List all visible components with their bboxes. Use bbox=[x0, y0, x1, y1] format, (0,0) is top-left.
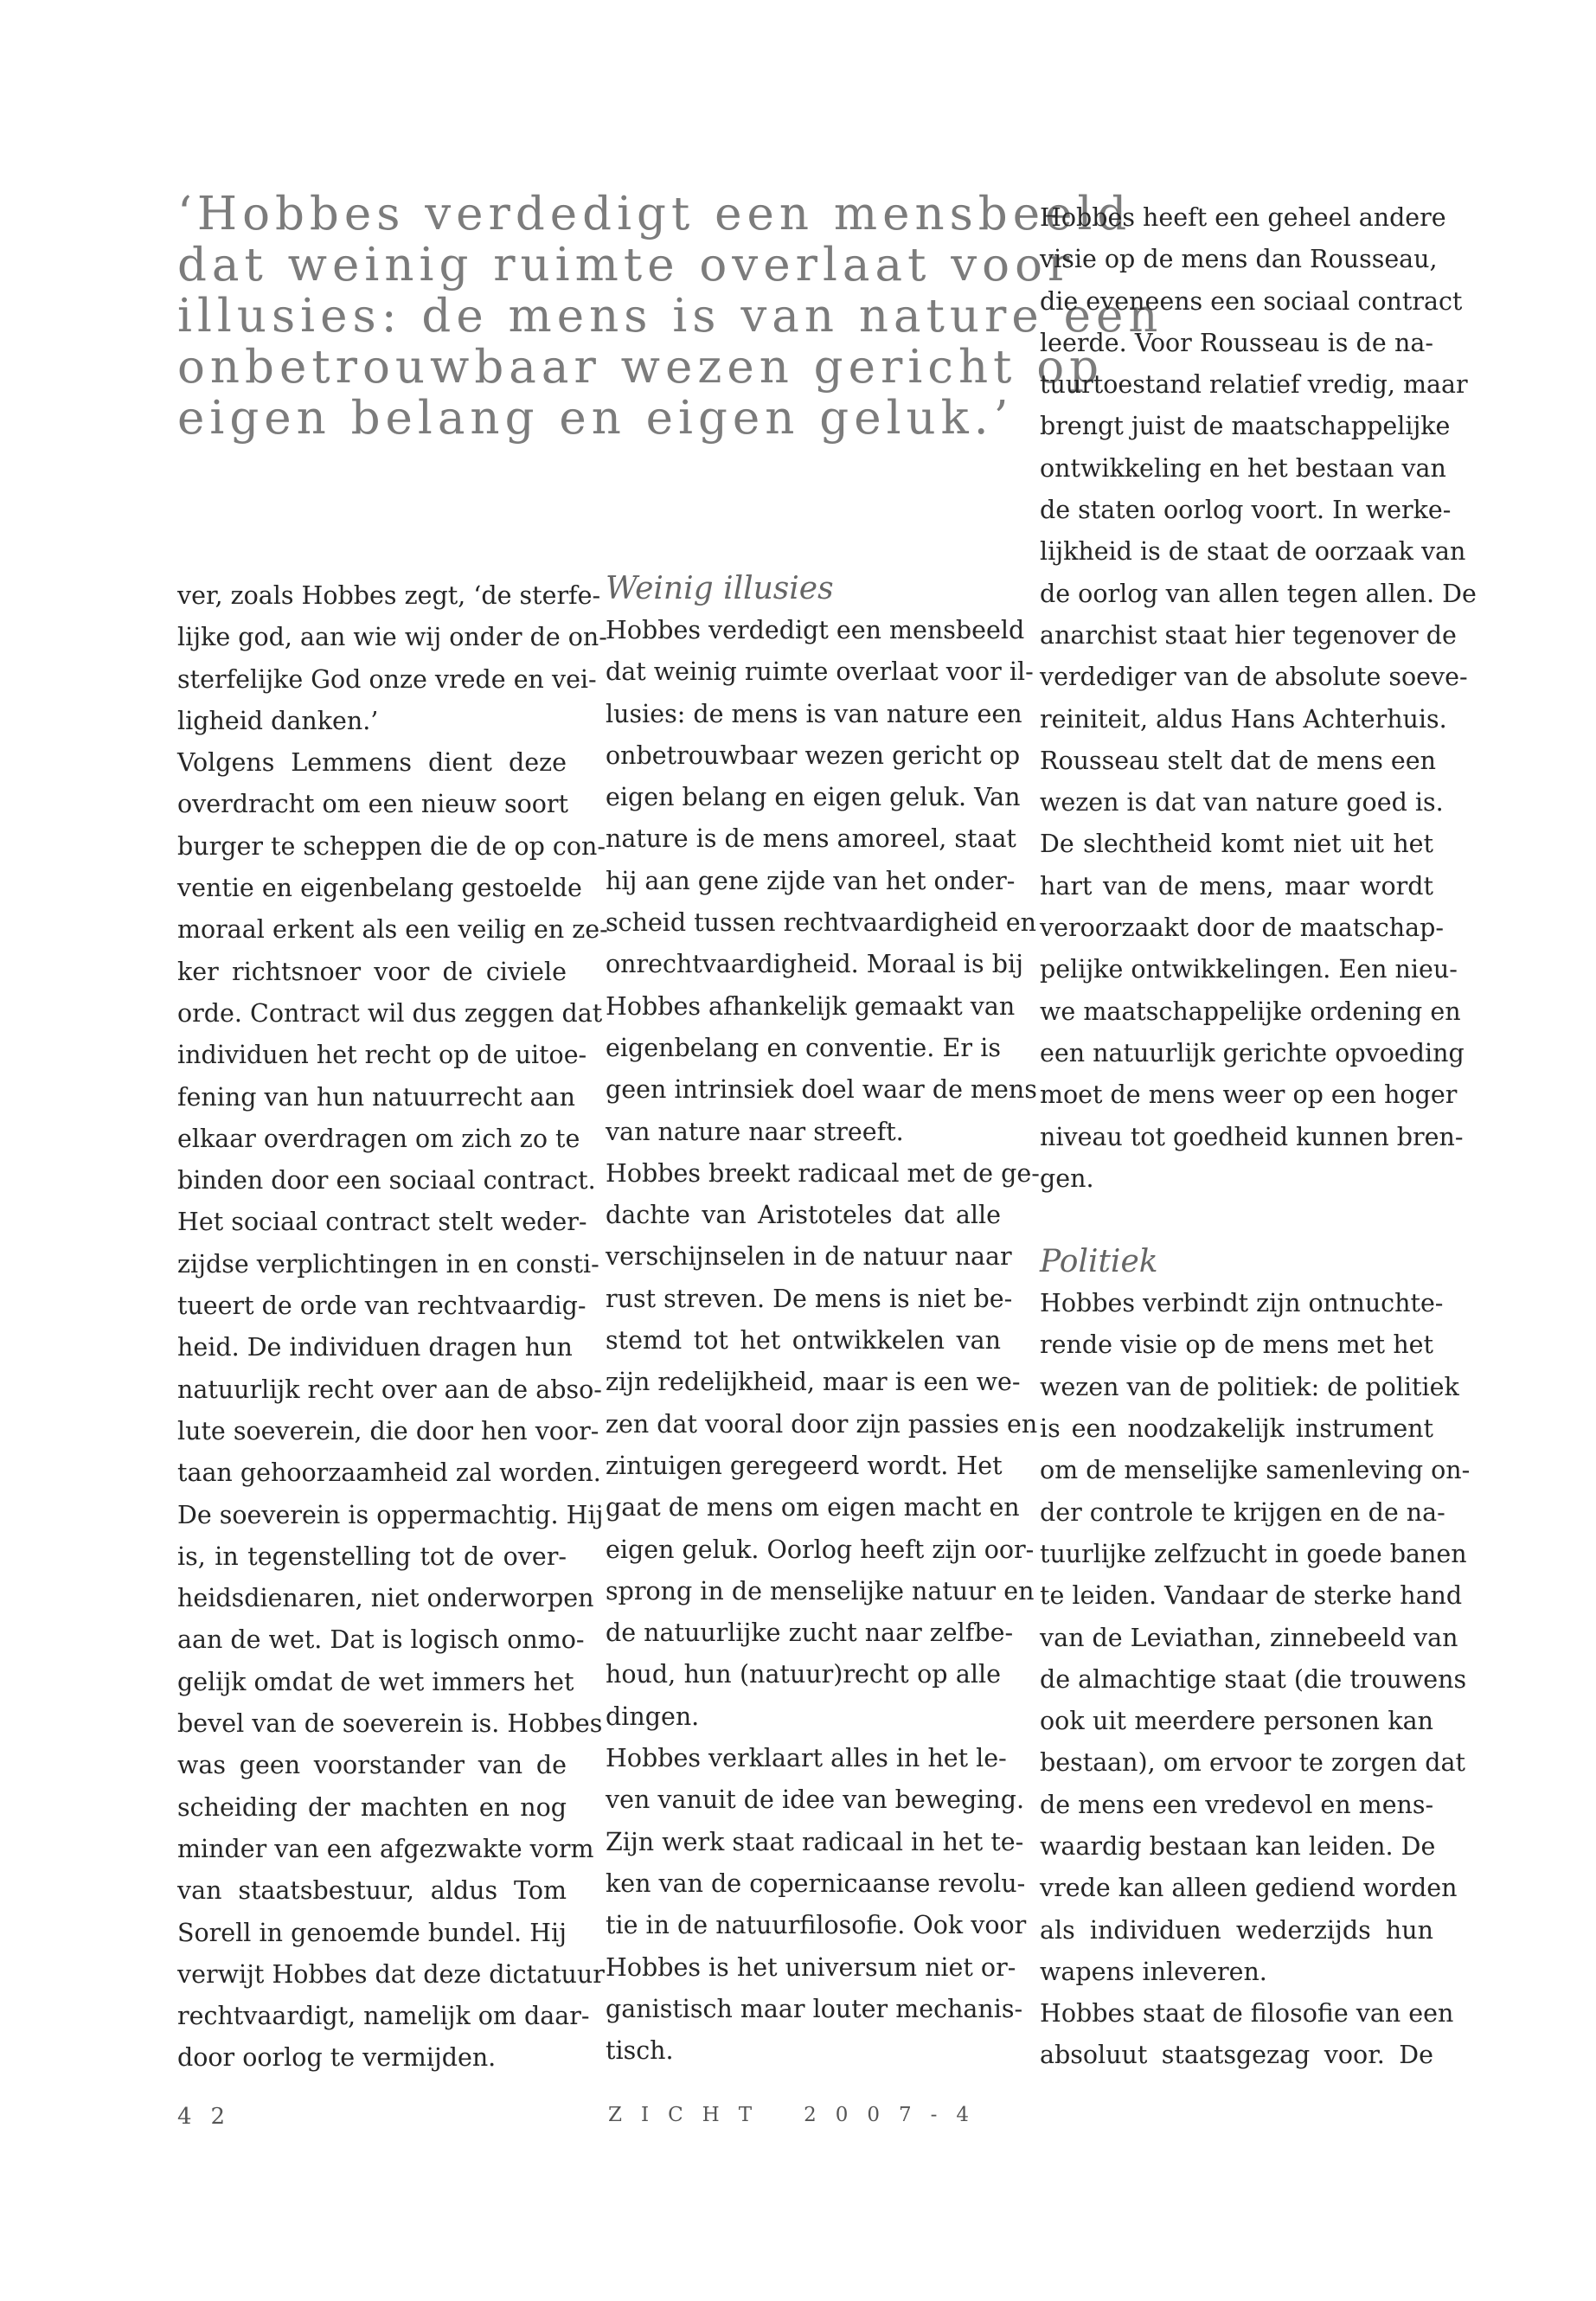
text-line: de staten oorlog voort. In werke- bbox=[1040, 496, 1452, 525]
pull-quote-line: eigen belang en eigen geluk.’ bbox=[177, 392, 1014, 445]
text-line: pelijke ontwikkelingen. Een nieu- bbox=[1040, 955, 1458, 984]
text-line: bevel van de soeverein is. Hobbes bbox=[177, 1709, 603, 1739]
text-line: gaat de mens om eigen macht en bbox=[606, 1493, 1020, 1522]
text-line: aan de wet. Dat is logisch onmo- bbox=[177, 1625, 585, 1655]
text-line: Hobbes is het universum niet or- bbox=[606, 1952, 1016, 1982]
text-line: verwijt Hobbes dat deze dictatuur bbox=[177, 1959, 605, 1989]
text-line: was geen voorstander van de bbox=[177, 1751, 567, 1780]
text-line: absoluut staatsgezag voor. De bbox=[1040, 2041, 1433, 2070]
text-line: Hobbes verbindt zijn ontnuchte- bbox=[1040, 1289, 1444, 1318]
text-line: van de Leviathan, zinnebeeld van bbox=[1040, 1623, 1458, 1652]
text-line: rende visie op de mens met het bbox=[1040, 1330, 1433, 1360]
text-line: Zijn werk staat radicaal in het te- bbox=[606, 1827, 1024, 1856]
text-line: ligheid danken.’ bbox=[177, 706, 379, 735]
text-line: Hobbes staat de filosofie van een bbox=[1040, 1999, 1454, 2029]
text-line: is, in tegenstelling tot de over- bbox=[177, 1541, 567, 1571]
text-line: om de menselijke samenleving on- bbox=[1040, 1456, 1471, 1485]
text-line: Hobbes verklaart alles in het le- bbox=[606, 1744, 1007, 1773]
text-line: lijke god, aan wie wij onder de on- bbox=[177, 623, 607, 652]
text-line: orde. Contract wil dus zeggen dat bbox=[177, 998, 603, 1028]
text-line: de natuurlijke zucht naar zelfbe- bbox=[606, 1618, 1014, 1648]
section-heading-politiek: Politiek bbox=[1040, 1244, 1158, 1280]
text-line: sprong in de menselijke natuur en bbox=[606, 1576, 1035, 1606]
text-line: ven vanuit de idee van beweging. bbox=[606, 1785, 1025, 1815]
text-line: nature is de mens amoreel, staat bbox=[606, 824, 1016, 854]
text-line: scheiding der machten en nog bbox=[177, 1792, 567, 1822]
text-line: verdediger van de absolute soeve- bbox=[1040, 663, 1468, 692]
text-line: taan gehoorzaamheid zal worden. bbox=[177, 1458, 601, 1488]
text-line: lijkheid is de staat de oorzaak van bbox=[1040, 537, 1466, 567]
text-line: Rousseau stelt dat de mens een bbox=[1040, 746, 1437, 775]
text-line: is een noodzakelijk instrument bbox=[1040, 1414, 1433, 1444]
text-line: van staatsbestuur, aldus Tom bbox=[177, 1876, 567, 1906]
text-line: een natuurlijk gerichte opvoeding bbox=[1040, 1038, 1465, 1067]
text-line: der controle te krijgen en de na- bbox=[1040, 1497, 1445, 1527]
text-column-right-body bbox=[1040, 197, 1477, 1200]
text-line: De soeverein is oppermachtig. Hij bbox=[177, 1500, 604, 1529]
text-line: heid. De individuen dragen hun bbox=[177, 1333, 573, 1362]
text-line: tuurtoestand relatief vredig, maar bbox=[1040, 370, 1468, 400]
text-line: als individuen wederzijds hun bbox=[1040, 1915, 1433, 1945]
text-line: zintuigen geregeerd wordt. Het bbox=[606, 1451, 1003, 1480]
text-line: lusies: de mens is van nature een bbox=[606, 699, 1022, 728]
text-line: leerde. Voor Rousseau is de na- bbox=[1040, 328, 1433, 357]
text-line: houd, hun (natuur)recht op alle bbox=[606, 1660, 1001, 1689]
text-line: dat weinig ruimte overlaat voor il- bbox=[606, 657, 1034, 687]
text-line: dachte van Aristoteles dat alle bbox=[606, 1201, 1001, 1230]
text-line: de oorlog van allen tegen allen. De bbox=[1040, 579, 1477, 608]
text-line: de mens een vredevol en mens- bbox=[1040, 1790, 1434, 1819]
text-line: hij aan gene zijde van het onder- bbox=[606, 866, 1016, 895]
text-line: tisch. bbox=[606, 2036, 674, 2066]
text-line: die eveneens een sociaal contract bbox=[1040, 286, 1463, 316]
page-number: 42 bbox=[177, 2104, 245, 2130]
text-line: heidsdienaren, niet onderworpen bbox=[177, 1584, 594, 1613]
text-line: geen intrinsiek doel waar de mens bbox=[606, 1075, 1037, 1105]
issue-number: 2007-4 bbox=[804, 2104, 989, 2126]
text-column-right-continuation bbox=[1040, 1283, 1471, 2077]
text-column-left bbox=[177, 575, 608, 2080]
pull-quote-line: ‘Hobbes verdedigt een mensbeeld bbox=[177, 188, 1132, 240]
text-line: sterfelijke God onze vrede en vei- bbox=[177, 664, 597, 694]
text-line: visie op de mens dan Rousseau, bbox=[1040, 245, 1438, 274]
text-line: Hobbes afhankelijk gemaakt van bbox=[606, 991, 1016, 1021]
text-line: scheid tussen rechtvaardigheid en bbox=[606, 908, 1036, 938]
text-line: ganistisch maar louter mechanis- bbox=[606, 1994, 1023, 2023]
text-line: zijdse verplichtingen in en consti- bbox=[177, 1249, 599, 1279]
text-line: Hobbes verdedigt een mensbeeld bbox=[606, 616, 1025, 644]
text-line: rechtvaardigt, namelijk om daar- bbox=[177, 2002, 590, 2031]
text-line: individuen het recht op de uitoe- bbox=[177, 1041, 587, 1070]
text-line: te leiden. Vandaar de sterke hand bbox=[1040, 1581, 1463, 1611]
text-line: we maatschappelijke ordening en bbox=[1040, 997, 1461, 1026]
text-line: overdracht om een nieuw soort bbox=[177, 790, 568, 819]
section-heading-weinig-illusies: Weinig illusies bbox=[606, 571, 834, 606]
text-line: fening van hun natuurrecht aan bbox=[177, 1082, 575, 1112]
text-line: van nature naar streeft. bbox=[606, 1117, 904, 1146]
text-line: hart van de mens, maar wordt bbox=[1040, 871, 1433, 901]
text-line: niveau tot goedheid kunnen bren- bbox=[1040, 1122, 1464, 1151]
text-line: ontwikkeling en het bestaan van bbox=[1040, 453, 1446, 483]
text-line: brengt juist de maatschappelijke bbox=[1040, 412, 1451, 441]
text-line: dingen. bbox=[606, 1702, 700, 1731]
text-line: ook uit meerdere personen kan bbox=[1040, 1707, 1433, 1736]
text-line: ken van de copernicaanse revolu- bbox=[606, 1868, 1026, 1898]
text-line: gelijk omdat de wet immers het bbox=[177, 1667, 574, 1696]
text-column-right bbox=[1040, 197, 1477, 2077]
text-line: rust streven. De mens is niet be- bbox=[606, 1284, 1013, 1313]
text-line: waardig bestaan kan leiden. De bbox=[1040, 1831, 1436, 1861]
text-line: tie in de natuurfilosofie. Ook voor bbox=[606, 1911, 1027, 1940]
text-line: Het sociaal contract stelt weder- bbox=[177, 1208, 587, 1237]
text-line: elkaar overdragen om zich zo te bbox=[177, 1124, 580, 1153]
text-line: reiniteit, aldus Hans Achterhuis. bbox=[1040, 704, 1447, 734]
text-line: verschijnselen in de natuur naar bbox=[606, 1242, 1012, 1272]
text-line: anarchist staat hier tegenover de bbox=[1040, 620, 1457, 650]
text-line: eigenbelang en conventie. Er is bbox=[606, 1033, 1001, 1062]
text-line: de almachtige staat (die trouwens bbox=[1040, 1664, 1467, 1694]
text-line: tuurlijke zelfzucht in goede banen bbox=[1040, 1539, 1467, 1568]
text-line: gen. bbox=[1040, 1163, 1094, 1193]
text-line: stemd tot het ontwikkelen van bbox=[606, 1326, 1001, 1356]
text-line: ventie en eigenbelang gestoelde bbox=[177, 874, 582, 903]
text-line: wezen van de politiek: de politiek bbox=[1040, 1372, 1459, 1401]
text-line: minder van een afgezwakte vorm bbox=[177, 1834, 594, 1863]
text-line: De slechtheid komt niet uit het bbox=[1040, 830, 1433, 859]
text-line: onbetrouwbaar wezen gericht op bbox=[606, 740, 1021, 770]
text-line: moet de mens weer op een hoger bbox=[1040, 1080, 1458, 1110]
text-line: door oorlog te vermijden. bbox=[177, 2043, 497, 2073]
text-line: bestaan), om ervoor te zorgen dat bbox=[1040, 1748, 1465, 1778]
text-line: vrede kan alleen gediend worden bbox=[1040, 1874, 1458, 1903]
text-line: lute soeverein, die door hen voor- bbox=[177, 1416, 599, 1445]
text-line: zijn redelijkheid, maar is een we- bbox=[606, 1368, 1021, 1397]
text-line: binden door een sociaal contract. bbox=[177, 1166, 596, 1195]
text-line: zen dat vooral door zijn passies en bbox=[606, 1409, 1038, 1439]
text-line: Volgens Lemmens dient deze bbox=[177, 748, 567, 778]
journal-name: ZICHT bbox=[608, 2104, 772, 2126]
text-line: Hobbes breekt radicaal met de ge- bbox=[606, 1158, 1040, 1188]
text-line: Hobbes heeft een geheel andere bbox=[1040, 203, 1446, 232]
text-line: eigen geluk. Oorlog heeft zijn oor- bbox=[606, 1535, 1035, 1564]
text-line: ver, zoals Hobbes zegt, ‘de sterfe- bbox=[177, 581, 601, 610]
text-line: tueert de orde van rechtvaardig- bbox=[177, 1292, 586, 1321]
text-line: ker richtsnoer voor de civiele bbox=[177, 957, 567, 986]
text-column-middle bbox=[606, 568, 1040, 2072]
text-line: onrechtvaardigheid. Moraal is bij bbox=[606, 950, 1023, 979]
text-line: Sorell in genoemde bundel. Hij bbox=[177, 1918, 567, 1947]
text-column-middle-body bbox=[606, 610, 1040, 2072]
text-line: eigen belang en eigen geluk. Van bbox=[606, 783, 1021, 812]
text-line: wapens inleveren. bbox=[1040, 1957, 1267, 1986]
text-line: moraal erkent als een veilig en ze- bbox=[177, 915, 608, 945]
pull-quote-line: dat weinig ruimte overlaat voor bbox=[177, 239, 1075, 292]
text-line: burger te scheppen die de op con- bbox=[177, 831, 606, 861]
text-line: natuurlijk recht over aan de abso- bbox=[177, 1375, 602, 1404]
pull-quote-line: onbetrouwbaar wezen gericht op bbox=[177, 341, 1105, 394]
text-line: wezen is dat van nature goed is. bbox=[1040, 788, 1444, 817]
pull-quote-line: illusies: de mens is van nature een bbox=[177, 290, 1163, 343]
running-footer bbox=[608, 2104, 988, 2126]
text-line: veroorzaakt door de maatschap- bbox=[1040, 913, 1444, 943]
pull-quote bbox=[177, 188, 1163, 445]
